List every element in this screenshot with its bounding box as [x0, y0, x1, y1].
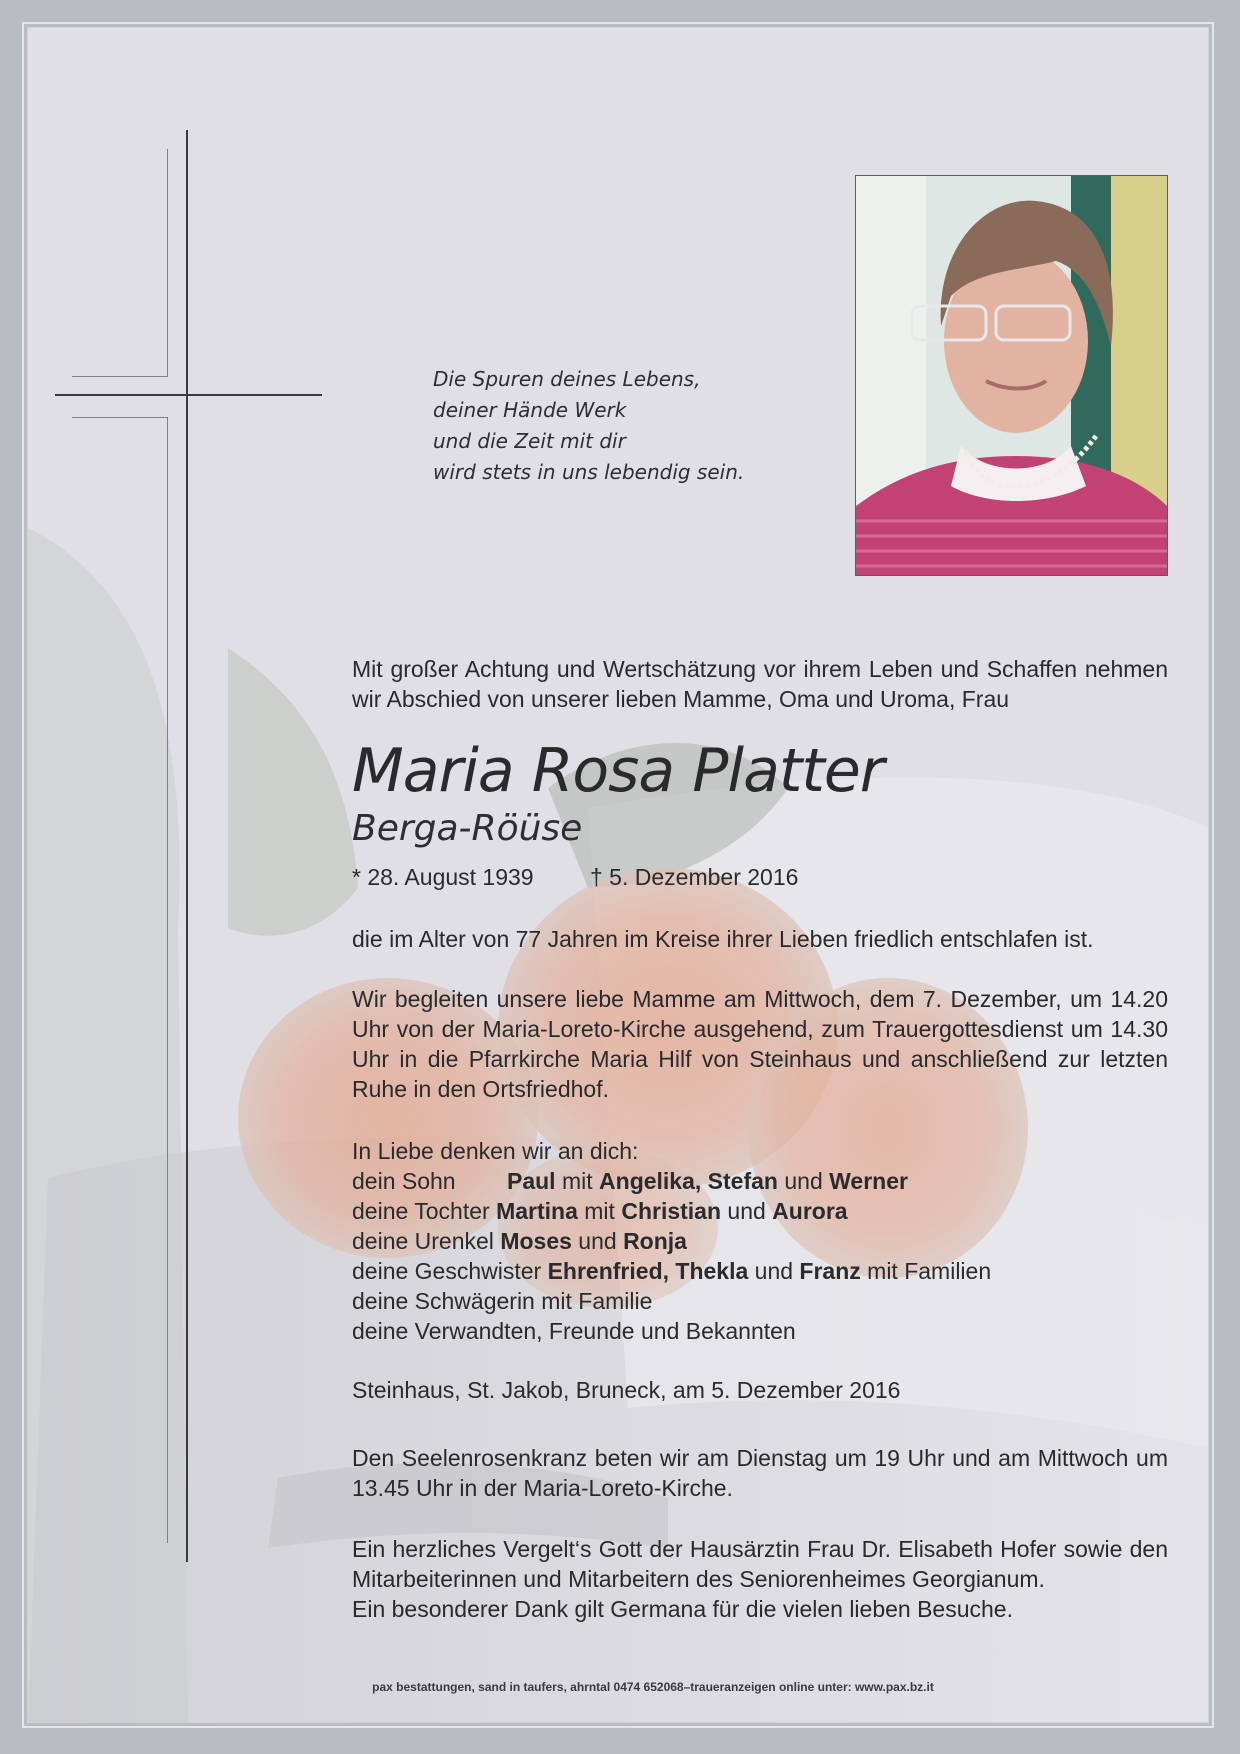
poem: [433, 364, 793, 488]
obituary-page: [28, 28, 1208, 1722]
footer-imprint: pax bestattungen, sand in taufers, ahrntal 0474 652068–traueranzeigen online unter: www.pax.bz.it: [372, 1680, 934, 1694]
life-dates: [352, 862, 1168, 892]
intro-text: Mit großer Achtung und Wertschätzung vor ihrem Leben und Schaffen nehmen wir Abschied von unserer lieben Mamme, Oma und Uroma, Frau: [352, 656, 1168, 712]
family-greatgrandchildren: deine Urenkel Moses und Ronja: [352, 1228, 687, 1254]
poem-line: wird stets in uns lebendig sein.: [433, 460, 745, 484]
poem-line: Die Spuren deines Lebens,: [433, 367, 701, 391]
thanks-block: [352, 1534, 1168, 1624]
birth-date: * 28. August 1939: [352, 864, 534, 890]
thanks-visits: Ein besonderer Dank gilt Germana für die vielen lieben Besuche.: [352, 1596, 1013, 1622]
deceased-name: Maria Rosa Platter: [352, 736, 884, 806]
portrait-photo: [855, 175, 1168, 576]
cross-frame-upper-h: [72, 376, 168, 377]
family-sister-in-law: deine Schwägerin mit Familie: [352, 1288, 653, 1314]
poem-line: und die Zeit mit dir: [433, 429, 626, 453]
cross-frame-lower-h: [72, 417, 168, 418]
family-son: dein Sohn Paul mit Angelika, Stefan und Werner: [352, 1168, 908, 1194]
family-heading: In Liebe denken wir an dich:: [352, 1138, 639, 1164]
obituary-text: [352, 654, 1168, 1624]
poem-line: deiner Hände Werk: [433, 398, 627, 422]
deceased-nickname: Berga-Röüse: [352, 808, 583, 849]
family-relatives: deine Verwandten, Freunde und Bekannten: [352, 1318, 796, 1344]
funeral-text: Wir begleiten unsere liebe Mamme am Mittwoch, dem 7. Dezember, um 14.20 Uhr von der Maria-Loreto-Kirche ausgehend, zum Trauergottesdienst um 14.30 Uhr in die Pfarrkirche Maria Hilf von Steinhaus und anschließend zur letzten Ruhe in den Ortsfriedhof.: [352, 986, 1168, 1102]
age-text: die im Alter von 77 Jahren im Kreise ihrer Lieben friedlich entschlafen ist.: [352, 926, 1094, 952]
family-siblings: deine Geschwister Ehrenfried, Thekla und Franz mit Familien: [352, 1258, 992, 1284]
cross-vertical: [186, 130, 188, 1562]
cross-horizontal: [55, 394, 322, 396]
family-daughter: deine Tochter Martina mit Christian und Aurora: [352, 1198, 848, 1224]
family-list: [352, 1136, 1168, 1346]
cross-frame-lower-v: [167, 417, 168, 1543]
rosary-text: Den Seelenrosenkranz beten wir am Dienstag um 19 Uhr und am Mittwoch um 13.45 Uhr in der Maria-Loreto-Kirche.: [352, 1445, 1168, 1501]
cross-frame-upper-v: [167, 149, 168, 376]
place-date: Steinhaus, St. Jakob, Bruneck, am 5. Dezember 2016: [352, 1377, 901, 1403]
death-date: † 5. Dezember 2016: [590, 864, 799, 890]
thanks-text: Ein herzliches Vergelt‘s Gott der Hausärztin Frau Dr. Elisabeth Hofer sowie den Mitarbeiterinnen und Mitarbeitern des Seniorenheimes Georgianum.: [352, 1536, 1168, 1592]
